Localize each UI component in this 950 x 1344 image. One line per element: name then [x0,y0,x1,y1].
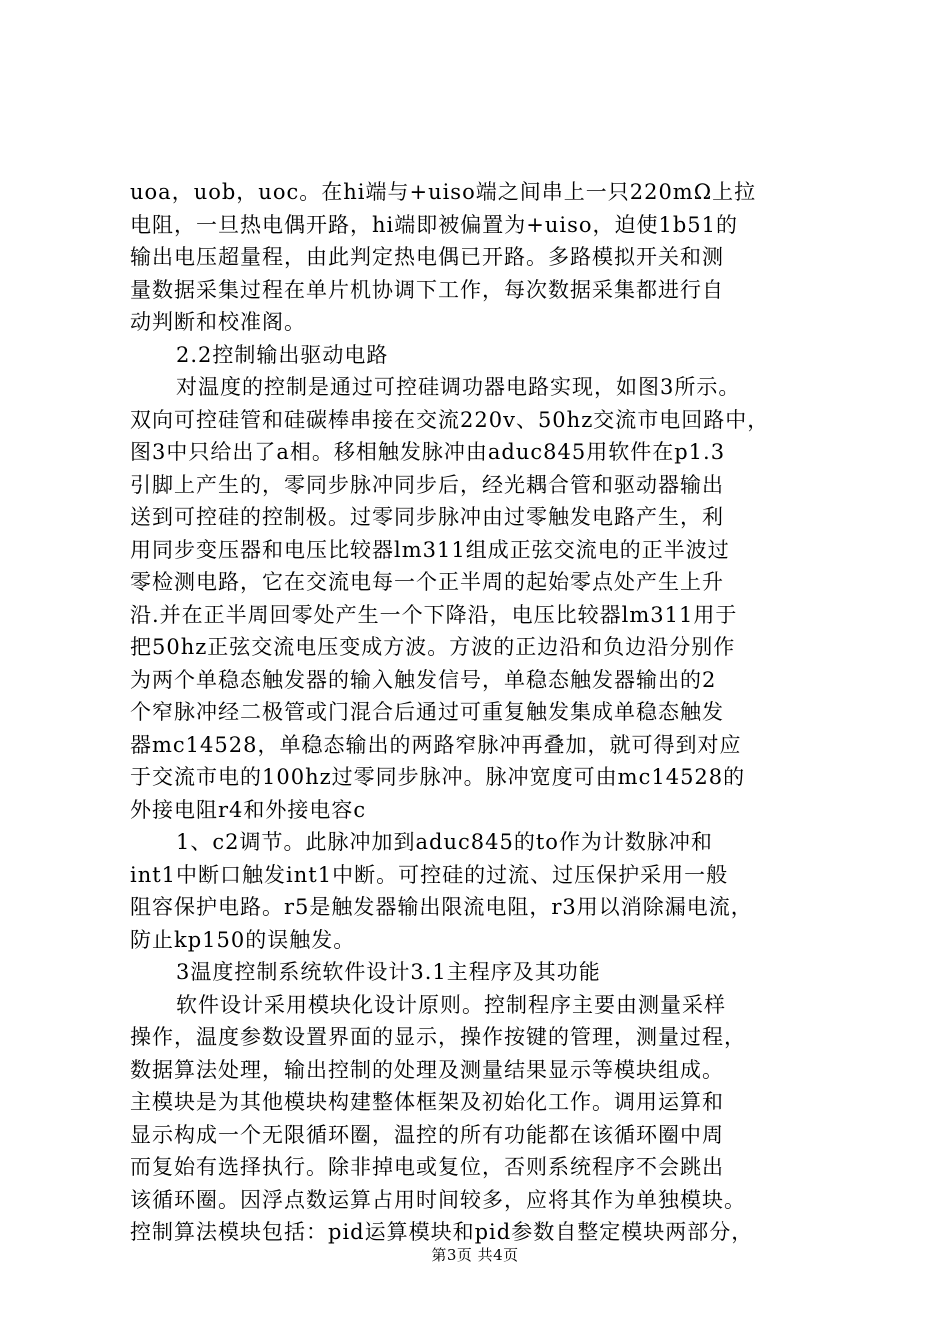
text-line: 用同步变压器和电压比较器lm311组成正弦交流电的正半波过 [130,537,730,562]
text-line: 该循环圈。因浮点数运算占用时间较多，应将其作为单独模块。 [130,1187,746,1212]
text-line: 阻容保护电路。r5是触发器输出限流电阻，r3用以消除漏电流， [130,895,753,919]
text-line: 电阻，一旦热电偶开路，hi端即被偏置为+uiso，迫使1b51的 [130,212,739,237]
text-line: int1中断口触发int1中断。可控硅的过流、过压保护采用一般 [130,862,729,887]
text-line: 量数据采集过程在单片机协调下工作，每次数据采集都进行自 [130,277,724,302]
text-line: 沿.并在正半周回零处产生一个下降沿，电压比较器lm311用于 [130,602,738,627]
page-footer: 第3页 共4页 [431,1246,519,1264]
text-line: 数据算法处理，输出控制的处理及测量结果显示等模块组成。 [130,1057,724,1082]
text-line: 控制算法模块包括：pid运算模块和pid参数自整定模块两部分， [130,1220,754,1244]
text-line: uoa，uob，uoc。在hi端与+uiso端之间串上一只220mΩ上拉 [130,180,757,204]
section-heading: 2.2控制输出驱动电路 [176,342,389,367]
text-line: 双向可控硅管和硅碳棒串接在交流220v、50hz交流市电回路中， [130,407,770,432]
text-line: 操作，温度参数设置界面的显示，操作按键的管理，测量过程， [130,1025,746,1049]
text-line: 为两个单稳态触发器的输入触发信号，单稳态触发器输出的2 [130,667,717,692]
text-line: 器mc14528，单稳态输出的两路窄脉冲再叠加，就可得到对应 [130,732,742,757]
text-line: 外接电阻r4和外接电容c [130,797,367,822]
text-line: 图3中只给出了a相。移相触发脉冲由aduc845用软件在p1.3 [130,440,726,464]
text-line: 把50hz正弦交流电压变成方波。方波的正边沿和负边沿分别作 [130,635,736,659]
text-line: 输出电压超量程，由此判定热电偶已开路。多路模拟开关和测 [130,245,724,269]
text-line: 零检测电路，它在交流电每一个正半周的起始零点处产生上升 [130,570,724,594]
section-heading: 3温度控制系统软件设计3.1主程序及其功能 [176,960,601,984]
body-text [130,176,845,1249]
text-line: 主模块是为其他模块构建整体框架及初始化工作。调用运算和 [130,1090,724,1114]
text-line: 个窄脉冲经二极管或门混合后通过可重复触发集成单稳态触发 [130,700,724,724]
text-line: 于交流市电的100hz过零同步脉冲。脉冲宽度可由mc14528的 [130,765,746,789]
text-line: 1、c2调节。此脉冲加到aduc845的to作为计数脉冲和 [176,830,713,854]
text-line: 软件设计采用模块化设计原则。控制程序主要由测量采样 [176,992,726,1017]
text-line: 对温度的控制是通过可控硅调功器电路实现，如图3所示。 [176,375,741,399]
text-line: 送到可控硅的控制极。过零同步脉冲由过零触发电路产生，利 [130,505,724,529]
text-line: 防止kp150的误触发。 [130,927,356,952]
text-line: 显示构成一个无限循环圈，温控的所有功能都在该循环圈中周 [130,1122,724,1147]
text-line: 而复始有选择执行。除非掉电或复位，否则系统程序不会跳出 [130,1155,724,1179]
text-line: 动判断和校准阁。 [130,310,306,334]
text-line: 引脚上产生的，零同步脉冲同步后，经光耦合管和驱动器输出 [130,472,724,497]
